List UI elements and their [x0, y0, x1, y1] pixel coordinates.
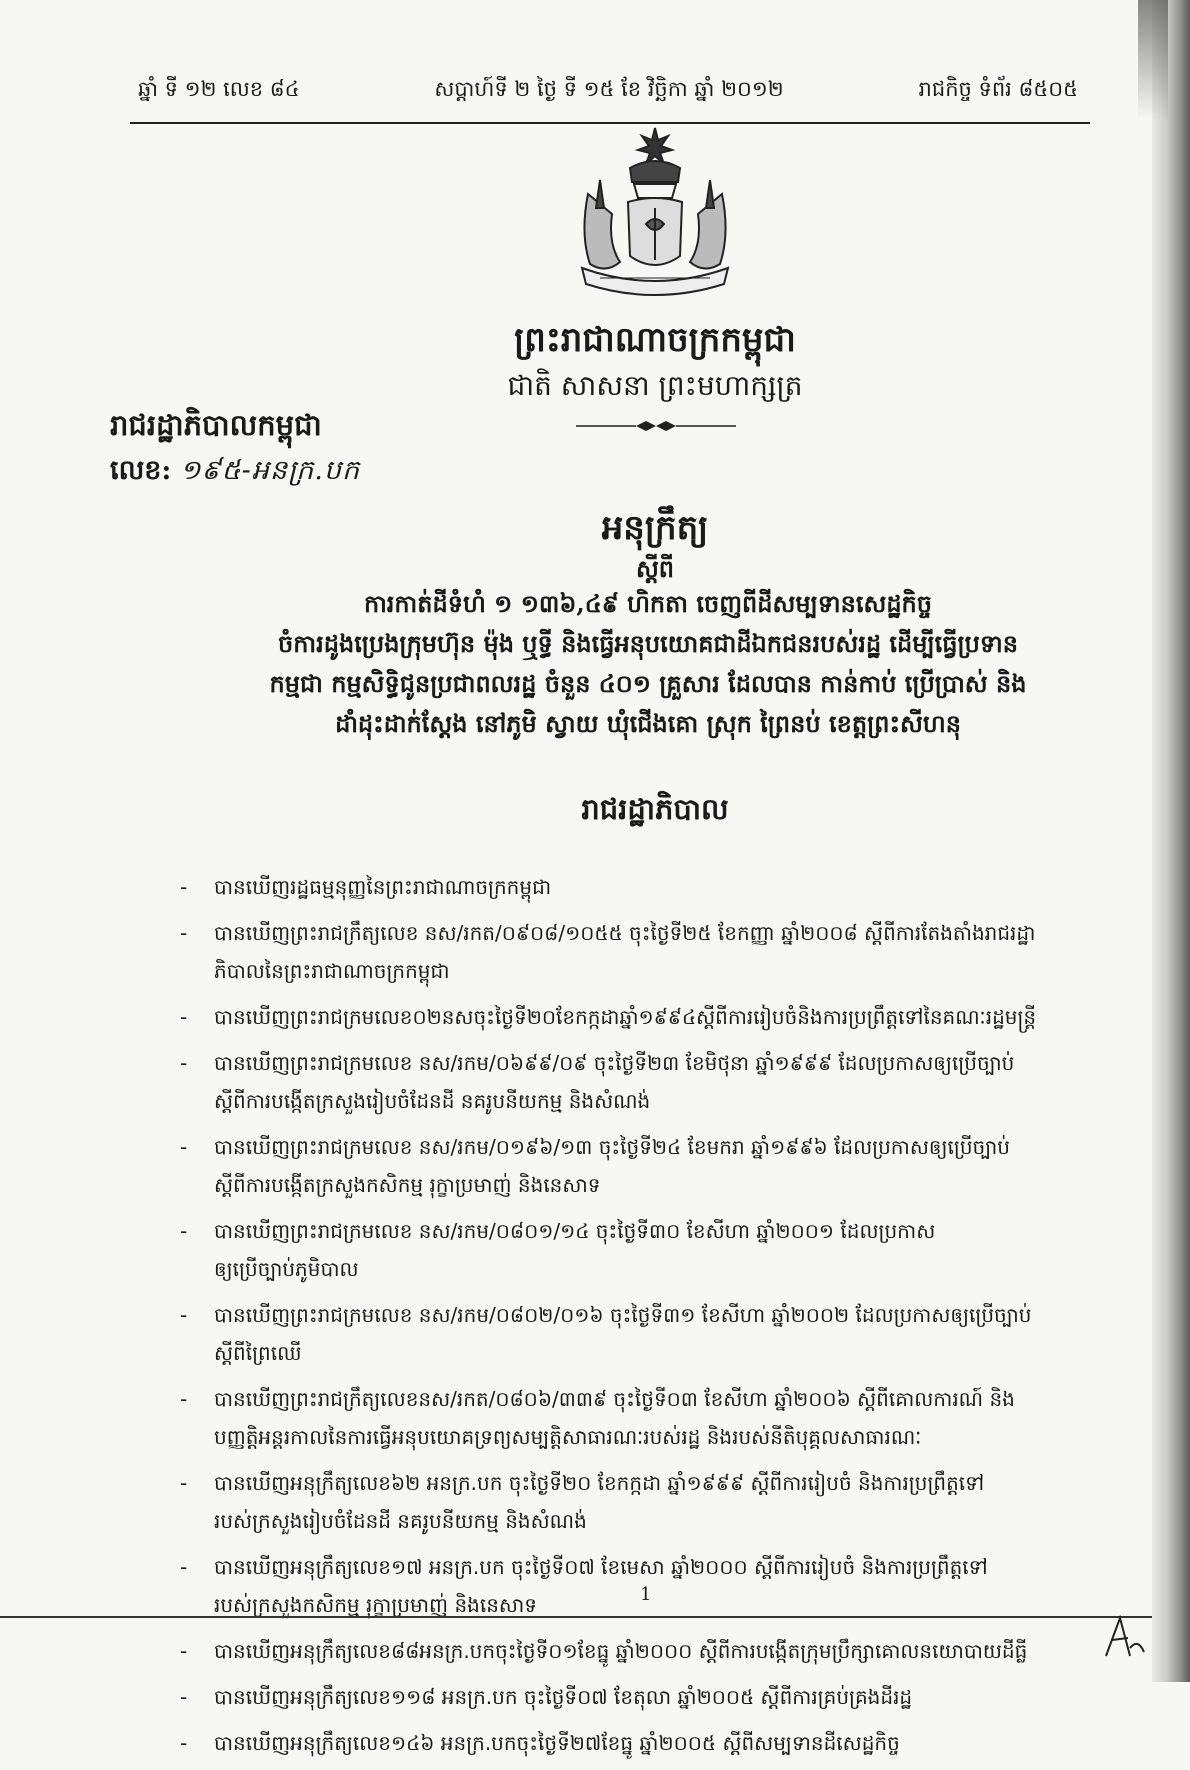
gazette-page: រាជកិច្ច ទំព័រ ៨៥០៥ — [918, 77, 1078, 101]
recital-line: បានឃើញអនុក្រឹត្យលេខ១១៨ អនក្រ.បក ចុះថ្ងៃទី០៧ ខែតុលា ឆ្នាំ២០០៥ ស្ដីពីការគ្រប់គ្រងដីរដ្ឋ — [214, 1685, 913, 1709]
scan-page-edge — [1152, 0, 1190, 1682]
title-line: កម្មជា កម្មសិទ្ធិជូនប្រជាពលរដ្ឋ ចំនួន ៤០១ គ្រួសារ ដែលបាន កាន់កាប់ ប្រើប្រាស់ និង — [269, 669, 1027, 698]
recital-item — [180, 914, 1110, 990]
recital-item — [180, 998, 1110, 1036]
bullet-dash: - — [180, 1135, 188, 1159]
reference-number: ១៩៥-អនក្រ.បក — [179, 455, 361, 486]
recital-item — [180, 1296, 1110, 1372]
recital-item — [180, 868, 1110, 906]
recitals-list — [180, 868, 1110, 1770]
bullet-dash: - — [180, 1303, 188, 1327]
recital-item — [180, 1044, 1110, 1120]
recital-item — [180, 1464, 1110, 1540]
recital-item — [180, 1678, 1110, 1716]
bullet-dash: - — [180, 1219, 188, 1243]
bullet-dash: - — [180, 1051, 188, 1075]
recital-line: ភិបាលនៃព្រះរាជាណាចក្រកម្ពុជា — [214, 959, 450, 983]
bullet-dash: - — [180, 921, 188, 945]
recital-line: បានឃើញរដ្ឋធម្មនុញ្ញនៃព្រះរាជាណាចក្រកម្ពុជា — [214, 875, 552, 899]
decree-title — [178, 584, 1118, 744]
bullet-dash: - — [180, 1639, 188, 1663]
recital-line: ស្ដីពីការបង្កើតក្រសួងរៀបចំដែនដី នគរូបនីយកម្ម និងសំណង់ — [214, 1089, 651, 1113]
bullet-dash: - — [180, 1005, 188, 1029]
gazette-issue-info: ឆ្នាំ ទី ១២ លេខ ៨៤ — [138, 77, 300, 101]
gazette-date: សប្ដាហ៍ទី ២ ថ្ងៃ ទី ១៥ ខែ វិច្ឆិកា ឆ្នាំ ២០១២ — [434, 77, 784, 101]
recital-line: ស្ដីពីការបង្កើតក្រសួងកសិកម្ម រុក្ខាប្រមាញ់ និងនេសាទ — [214, 1173, 601, 1197]
bullet-dash: - — [180, 1685, 188, 1709]
kingdom-name: ព្រះរាជាណាចក្រកម្ពុជា — [514, 320, 796, 360]
bullet-dash: - — [180, 1731, 188, 1755]
subject-label: ស្ដីពី — [635, 554, 675, 583]
scan-shadow — [1138, 0, 1168, 120]
recital-line: បានឃើញព្រះរាជក្រមលេខ នស/រកម/០៨០២/០១៦ ចុះថ្ងៃទី៣១ ខែសីហា ឆ្នាំ២០០២ ដែលប្រកាសឲ្យប្រើច្បាប់ — [214, 1303, 1032, 1327]
national-motto: ជាតិ សាសនា ព្រះមហាក្សត្រ — [507, 369, 803, 402]
recital-line: របស់ក្រសួងរៀបចំដែនដី នគរូបនីយកម្ម និងសំណង់ — [214, 1509, 587, 1533]
title-line: ការកាត់ដីទំហំ ១ ១៣៦,៤៩ ហិកតា ចេញពីដីសម្បទានសេដ្ឋកិច្ច — [363, 589, 933, 618]
recital-line: បានឃើញអនុក្រឹត្យលេខ១៧ អនក្រ.បក ចុះថ្ងៃទី០៧ ខែមេសា ឆ្នាំ២០០០ ស្ដីពីការរៀបចំ និងការប្រព្រឹត្តទៅ — [214, 1555, 988, 1579]
recital-line: បញ្ញត្តិអន្ដរកាលនៃការធ្វើអនុបយោគទ្រព្យសម្បត្តិសាធារណៈរបស់រដ្ឋ និងរបស់នីតិបុគ្គលសាធារណៈ — [214, 1425, 922, 1449]
recital-line: បានឃើញព្រះរាជក្រមលេខ នស/រកម/០១៩៦/១៣ ចុះថ្ងៃទី២៤ ខែមករា ឆ្នាំ១៩៩៦ ដែលប្រកាសឲ្យប្រើច្បាប់ — [214, 1135, 1010, 1159]
recital-line: ឲ្យប្រើច្បាប់ភូមិបាល — [214, 1257, 359, 1281]
title-line: ដាំដុះដាក់ស្ដែង នៅភូមិ ស្វាយ ឃុំជើងគោ ស្រុក ព្រៃនប់ ខេត្តព្រះសីហនុ — [335, 709, 961, 738]
bullet-dash: - — [180, 875, 188, 899]
bullet-dash: - — [180, 1555, 188, 1579]
recital-line: បានឃើញព្រះរាជក្រមលេខ នស/រកម/០៦៩៩/០៩ ចុះថ្ងៃទី២៣ ខែមិថុនា ឆ្នាំ១៩៩៩ ដែលប្រកាសឲ្យប្រើច្បាប់ — [214, 1051, 1015, 1075]
bullet-dash: - — [180, 1387, 188, 1411]
recital-line: របស់ក្រសួងកសិកម្ម រុក្ខាប្រមាញ់ និងនេសាទ — [214, 1593, 537, 1617]
issuing-government: រាជរដ្ឋាភិបាលកម្ពុជា — [110, 408, 322, 442]
recital-item — [180, 1212, 1110, 1288]
recital-line: ស្ដីពីព្រៃឈើ — [214, 1341, 302, 1365]
recital-line: បានឃើញព្រះរាជក្រឹត្យលេខ នស/រកត/០៩០៨/១០៥៥ ចុះថ្ងៃទី២៥ ខែកញ្ញា ឆ្នាំ២០០៨ ស្ដីពីការតែងតាំងរាជរដ្ឋា — [214, 921, 1036, 945]
recital-line: បានឃើញព្រះរាជក្រឹត្យលេខនស/រកត/០៨០៦/៣៣៩ ចុះថ្ងៃទី០៣ ខែសីហា ឆ្នាំ២០០៦ ស្ដីពីគោលការណ៍ និង — [214, 1387, 1015, 1411]
document-type: អនុក្រឹត្យ — [601, 508, 709, 548]
handwritten-initials-icon — [1100, 1608, 1148, 1662]
gazette-header — [138, 76, 1078, 107]
recital-line: បានឃើញអនុក្រឹត្យលេខ១៤៦ អនក្រ.បកចុះថ្ងៃទី២៧ខែធ្នូ ឆ្នាំ២០០៥ ស្ដីពីសម្បទានដីសេដ្ឋកិច្ច — [214, 1731, 900, 1755]
bullet-dash: - — [180, 1471, 188, 1495]
footer-divider — [0, 1616, 1152, 1618]
recital-line: បានឃើញអនុក្រឹត្យលេខ៨៨អនក្រ.បកចុះថ្ងៃទី០១ខែធ្នូ ឆ្នាំ២០០០ ស្ដីពីការបង្កើតក្រុមប្រឹក្សាគោលនយោបាយដីធ្លី — [214, 1639, 1028, 1663]
recital-line: បានឃើញព្រះរាជក្រមលេខ នស/រកម/០៨០១/១៤ ចុះថ្ងៃទី៣០ ខែសីហា ឆ្នាំ២០០១ ដែលប្រកាស — [214, 1219, 936, 1243]
reference-label: លេខ: — [110, 455, 172, 486]
recital-line: បានឃើញព្រះរាជក្រមលេខ០២នសចុះថ្ងៃទី២០ខែកក្កដាឆ្នាំ១៩៩៤ស្ដីពីការរៀបចំនិងការប្រព្រឹត្តទៅនៃគណៈរដ្ឋមន្ដ្រី — [214, 1005, 1037, 1029]
recital-line: បានឃើញអនុក្រឹត្យលេខ៦២ អនក្រ.បក ចុះថ្ងៃទី២០ ខែកក្កដា ឆ្នាំ១៩៩៩ ស្ដីពីការរៀបចំ និងការប្រព្រឹត្តទៅ — [214, 1471, 985, 1495]
document-reference — [110, 454, 360, 493]
royal-coat-of-arms-icon — [560, 124, 750, 306]
recital-item — [180, 1632, 1110, 1670]
issuer-heading: រាជរដ្ឋាភិបាល — [581, 792, 729, 826]
title-line: ចំការដូងប្រេងក្រុមហ៊ុន ម៉ុង ឬទ្ធី និងធ្វើអនុបយោគជាដីឯកជនរបស់រដ្ឋ ដើម្បីធ្វើប្រទាន — [278, 629, 1018, 658]
recital-item — [180, 1128, 1110, 1204]
recital-item — [180, 1724, 1110, 1762]
page-number: 1 — [640, 1584, 652, 1605]
ornament-divider-icon — [576, 418, 736, 434]
recital-item — [180, 1380, 1110, 1456]
